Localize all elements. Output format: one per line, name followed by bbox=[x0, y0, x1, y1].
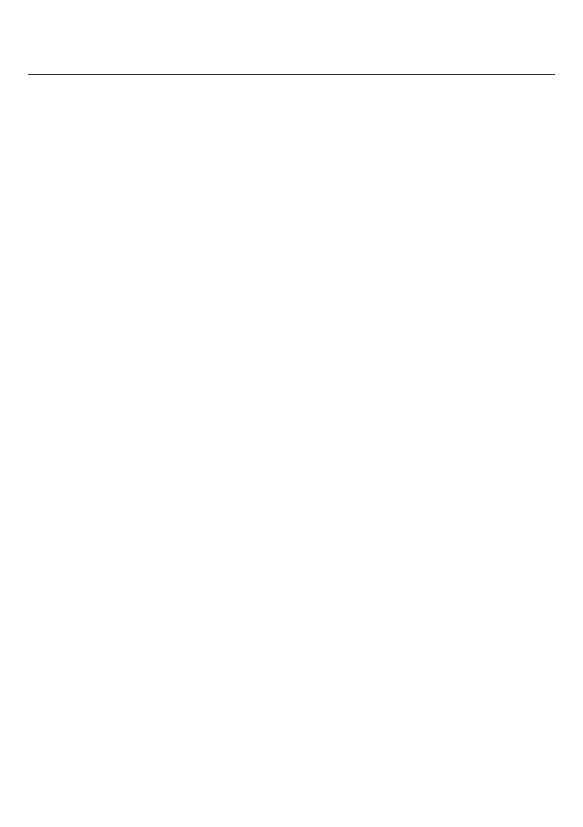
header-rule bbox=[28, 74, 555, 75]
